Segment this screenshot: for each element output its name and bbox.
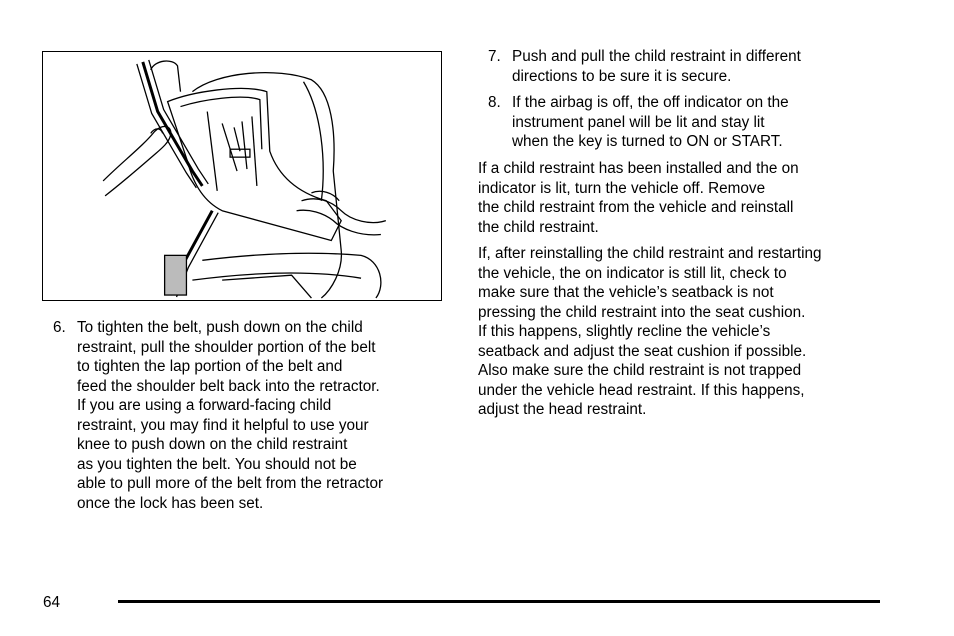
text-line: To tighten the belt, push down on the child xyxy=(77,319,363,336)
child-restraint-installation-illustration xyxy=(43,52,441,300)
step-number: 8. xyxy=(488,94,501,111)
text-line: indicator is lit, turn the vehicle off. Remove xyxy=(478,179,766,197)
text-line: Also make sure the child restraint is not trapped xyxy=(478,362,802,379)
step-8 xyxy=(488,93,868,152)
text-line: as you tighten the belt. You should not be xyxy=(77,455,357,473)
text-line: under the vehicle head restraint. If this happens, xyxy=(478,381,805,399)
footer-rule xyxy=(118,600,880,603)
paragraph-airbag-on-indicator xyxy=(478,159,883,237)
step-7 xyxy=(488,47,868,86)
child-restraint-figure xyxy=(42,51,442,301)
step-text xyxy=(53,318,445,513)
step-text xyxy=(488,93,868,152)
text-line: once the lock has been set. xyxy=(77,494,264,512)
text-line: If the airbag is off, the off indicator on the xyxy=(512,94,789,111)
text-line: restraint, you may find it helpful to use your xyxy=(77,416,369,434)
text-line: pressing the child restraint into the seat cushion. xyxy=(478,303,806,321)
text-line: Push and pull the child restraint in different xyxy=(512,48,801,65)
text-line: when the key is turned to ON or START. xyxy=(512,133,783,150)
text-line: adjust the head restraint. xyxy=(478,401,647,418)
text-line: the child restraint from the vehicle and reinstall xyxy=(478,199,794,216)
text-line: seatback and adjust the seat cushion if possible. xyxy=(478,342,807,360)
text-line: feed the shoulder belt back into the retractor. xyxy=(77,377,380,395)
text-line: If a child restraint has been installed and the on xyxy=(478,160,799,177)
text-line: the vehicle, the on indicator is still lit, check to xyxy=(478,264,787,282)
text-line: the child restraint. xyxy=(478,218,599,236)
text-line: make sure that the vehicle’s seatback is not xyxy=(478,284,774,301)
text-line: knee to push down on the child restraint xyxy=(77,436,348,453)
paragraph-reinstall-check xyxy=(478,244,883,420)
text-line: restraint, pull the shoulder portion of the belt xyxy=(77,338,376,356)
step-6 xyxy=(53,318,445,513)
step-number: 6. xyxy=(53,319,66,336)
text-line: directions to be sure it is secure. xyxy=(512,67,732,85)
text-line: If this happens, slightly recline the vehicle’s xyxy=(478,323,771,340)
step-number: 7. xyxy=(488,48,501,65)
text-line: If you are using a forward-facing child xyxy=(77,397,332,414)
text-line: able to pull more of the belt from the retractor xyxy=(77,475,384,492)
text-line: instrument panel will be lit and stay lit xyxy=(512,113,765,131)
step-text xyxy=(488,47,868,86)
text-line: If, after reinstalling the child restraint and restarting xyxy=(478,245,822,262)
text-line: to tighten the lap portion of the belt and xyxy=(77,358,343,375)
page-number: 64 xyxy=(43,594,61,611)
